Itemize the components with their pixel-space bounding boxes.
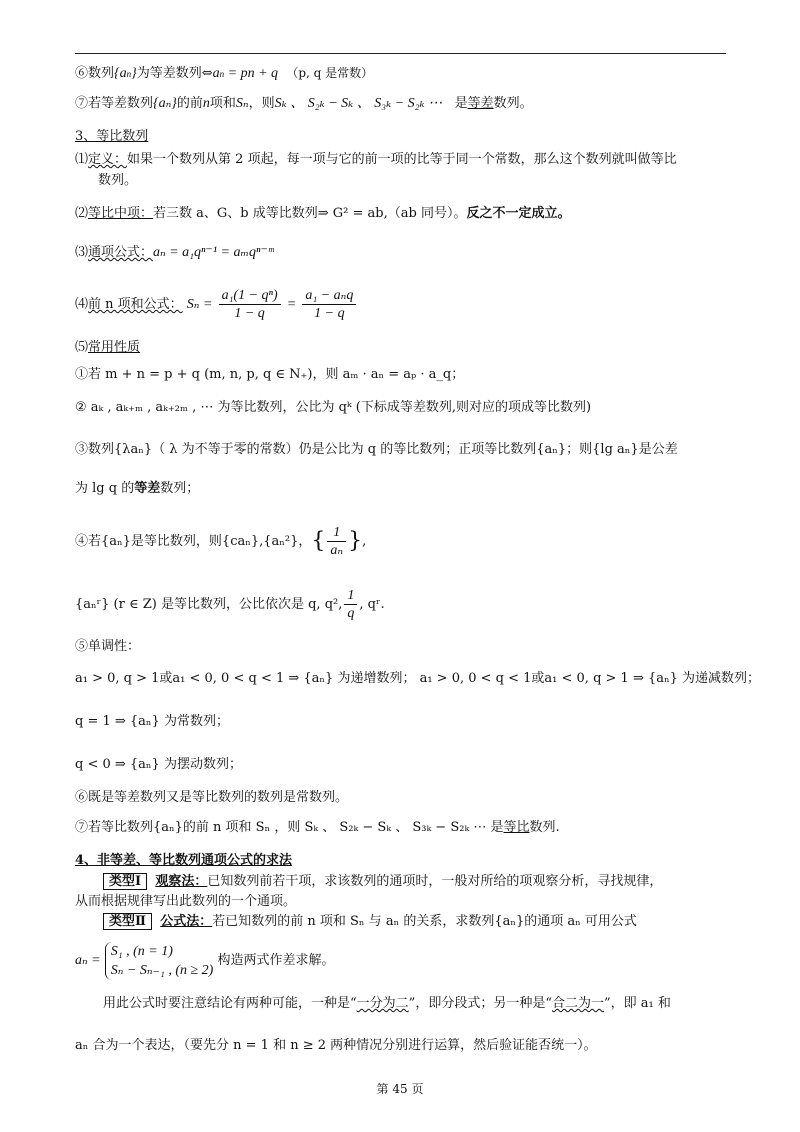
monotonicity: a₁ > 0, q > 1或a₁ < 0, 0 < q < 1 ⇒ {aₙ} 为递增数列； a₁ > 0, 0 < q < 1或a₁ < 0, q > 1 ⇒ {aₙ} 为递减数列； bbox=[75, 671, 761, 686]
property-1: ①若 m + n = p + q (m, n, p, q ∈ N₊)，则 aₘ · aₙ = aₚ · a_q； bbox=[75, 367, 465, 382]
type-2: 类型Ⅱ 公式法：若已知数列的前 n 项和 Sₙ 与 aₙ 的关系，求数列{aₙ}的通项 aₙ 可用公式 bbox=[103, 913, 637, 931]
ratio-fraction: $\frac{1}{q}$ bbox=[344, 587, 357, 622]
property-5-heading: ⑤单调性： bbox=[75, 639, 141, 654]
property-6: ⑥既是等差数列又是等比数列的数列是常数列。 bbox=[75, 790, 349, 805]
property-4-cont: {aₙʳ} (r ∈ Z) 是等比数列，公比依次是 q, q², $\frac{1}{q}$ , qʳ. bbox=[75, 588, 385, 621]
property-6-arith: ⑥数列{an}为等差数列⇔an = pn + q （p, q 是常数） bbox=[75, 66, 374, 81]
property-4: ④若{aₙ}是等比数列，则{caₙ},{aₙ²}，{ $\frac{1}{\text{aₙ}}$ }, bbox=[75, 525, 367, 558]
definition: ⑴定义：如果一个数列从第 2 项起，每一项与它的前一项的比等于同一个常数，那么这个数列就叫做等比 bbox=[75, 152, 677, 167]
piecewise-cases: S₁ , (n = 1) Sₙ − Sₙ₋₁ , (n ≥ 2) bbox=[105, 942, 214, 980]
properties-heading: ⑸常用性质 bbox=[75, 340, 141, 355]
property-3: ③数列{λaₙ}（ λ 为不等于零的常数）仍是公比为 q 的等比数列；正项等比数列{aₙ}；则{lg aₙ}是公差 bbox=[75, 442, 678, 457]
sum-fraction-1: $\frac{\text{a₁(1 − qⁿ)}}{1 - q}$ bbox=[219, 287, 281, 322]
type-1-badge: 类型Ⅰ bbox=[103, 873, 147, 890]
page-number: 第 45 页 bbox=[376, 1082, 424, 1096]
definition-cont: 数列。 bbox=[98, 173, 138, 188]
note-line-2: aₙ 合为一个表达，（要先分 n = 1 和 n ≥ 2 两种情况分别进行运算，然后验证能否统一）。 bbox=[75, 1038, 597, 1053]
general-term: ⑶通项公式：aₙ = a₁qⁿ⁻¹ = aₘqⁿ⁻ᵐ bbox=[75, 245, 274, 260]
constant-sequence: q = 1 ⇒ {aₙ} 为常数列； bbox=[75, 714, 229, 729]
sum-formula: ⑷前 n 项和公式： Sₙ = $\frac{\text{a₁(1 − qⁿ)}}{1 - q}$ = $\frac{\text{a₁ − aₙq}}{1 - q}$ bbox=[75, 285, 358, 325]
sum-fraction-2: $\frac{\text{a₁ − aₙq}}{1 - q}$ bbox=[302, 287, 356, 322]
geometric-mean: ⑵等比中项：若三数 a、G、b 成等比数列⇒ G² = ab,（ab 同号）。反之不一定成立。 bbox=[75, 206, 571, 221]
note-line-1: 用此公式时要注意结论有两种可能，一种是“一分为二”，即分段式；另一种是“合二为一”，即 a₁ 和 bbox=[103, 996, 671, 1011]
property-3-cont: 为 lg q 的等差数列； bbox=[75, 481, 200, 496]
property-2: ② aₖ , aₖ₊ₘ , aₖ₊₂ₘ , ⋯ 为等比数列，公比为 qᵏ (下标成等差数列,则对应的项成等比数列) bbox=[75, 400, 592, 415]
property-7-arith: ⑦若等差数列{aₙ}的前n项和Sₙ，则Sₖ 、 S₂ₖ − Sₖ 、 S₃ₖ − S₂ₖ ⋯ 是等差数列。 bbox=[75, 96, 533, 111]
type-1-cont: 从而根据规律写出此数列的一个通项。 bbox=[75, 894, 297, 909]
section-4-heading: 4、非等差、等比数列通项公式的求法 bbox=[75, 853, 293, 868]
type-2-badge: 类型Ⅱ bbox=[103, 913, 152, 930]
piecewise-formula: aₙ = S₁ , (n = 1) Sₙ − Sₙ₋₁ , (n ≥ 2) 构造两式作差求解。 bbox=[75, 943, 335, 978]
oscillating-sequence: q < 0 ⇒ {aₙ} 为摆动数列； bbox=[75, 757, 242, 772]
property-7-geo: ⑦若等比数列{aₙ}的前 n 项和 Sₙ ，则 Sₖ 、 S₂ₖ − Sₖ 、 S₃ₖ − S₂ₖ ⋯ 是等比数列. bbox=[75, 820, 560, 835]
section-3-heading: 3、等比数列 bbox=[75, 129, 149, 144]
header-rule bbox=[75, 53, 726, 54]
type-1: 类型Ⅰ 观察法：已知数列前若干项，求该数列的通项时，一般对所给的项观察分析，寻找规律， bbox=[103, 873, 662, 891]
reciprocal-fraction: $\frac{1}{\text{aₙ}}$ bbox=[327, 524, 346, 559]
